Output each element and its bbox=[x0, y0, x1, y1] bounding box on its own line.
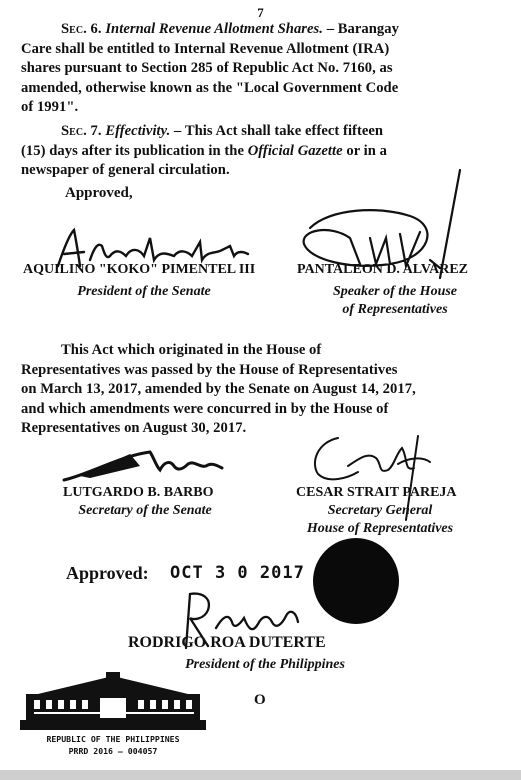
senate-secretary-title: Secretary of the Senate bbox=[78, 503, 212, 518]
act-origin-paragraph bbox=[21, 341, 499, 439]
end-mark: O bbox=[254, 692, 266, 708]
house-speaker-title bbox=[300, 283, 490, 319]
page-number: 7 bbox=[257, 5, 264, 20]
barbo-signature bbox=[60, 444, 250, 484]
section-6-line2: Care shall be entitled to Internal Revenue Allotment (IRA) bbox=[21, 40, 390, 57]
house-speaker-name: PANTALEON D. ALVAREZ bbox=[297, 262, 469, 277]
origin-line2: Representatives was passed by the House of Representatives bbox=[21, 361, 398, 378]
section-6-line5: of 1991". bbox=[21, 99, 79, 115]
approved-label: Approved, bbox=[65, 185, 133, 201]
origin-line1: This Act which originated in the House of bbox=[61, 342, 322, 358]
president-name: RODRIGO ROA DUTERTE bbox=[128, 634, 326, 651]
section-7-line2a: (15) days after its publication in the bbox=[21, 142, 244, 159]
house-secretary-title-line1: Secretary General bbox=[327, 503, 433, 518]
section-7-line3: newspaper of general circulation. bbox=[21, 162, 230, 178]
house-secretary-title bbox=[285, 502, 475, 538]
approval-stamp-date: OCT 3 0 2017 bbox=[170, 563, 305, 583]
senate-president-title: President of the Senate bbox=[77, 284, 211, 299]
house-speaker-title-line2: of Representatives bbox=[342, 302, 448, 317]
senate-secretary-name: LUTGARDO B. BARBO bbox=[63, 485, 214, 500]
section-6-line3: shares pursuant to Section 285 of Republic Act No. 7160, as bbox=[21, 60, 393, 76]
senate-president-name: AQUILINO "KOKO" PIMENTEL III bbox=[23, 262, 256, 277]
section-7-heading: Effectivity. bbox=[105, 123, 171, 139]
origin-line4: and which amendments were concurred in by the House of bbox=[21, 400, 389, 417]
president-title: President of the Philippines bbox=[185, 657, 345, 672]
house-secretary-title-line2: House of Representatives bbox=[306, 521, 454, 536]
section-6-line4: amended, otherwise known as the "Local Government Code bbox=[21, 79, 399, 96]
section-6-line1: – Barangay bbox=[326, 21, 399, 37]
origin-line5: Representatives on August 30, 2017. bbox=[21, 420, 247, 436]
official-gazette-text: Official Gazette bbox=[247, 142, 343, 159]
malacanang-palace-logo bbox=[18, 672, 208, 732]
redacted-seal bbox=[313, 538, 399, 624]
section-6-heading: Internal Revenue Allotment Shares. bbox=[105, 21, 323, 37]
document-code: PRRD 2016 – 004057 bbox=[68, 746, 158, 756]
section-6-label: Sec. 6. bbox=[61, 21, 102, 37]
approved-date-label: Approved: bbox=[66, 563, 149, 583]
section-7-line1: – This Act shall take effect fifteen bbox=[174, 123, 384, 139]
section-7-label: Sec. 7. bbox=[61, 123, 102, 139]
house-speaker-title-line1: Speaker of the House bbox=[332, 284, 458, 299]
origin-line3: on March 13, 2017, amended by the Senate on August 14, 2017, bbox=[21, 381, 416, 397]
logo-caption: REPUBLIC OF THE PHILIPPINES bbox=[46, 734, 180, 744]
house-secretary-name: CESAR STRAIT PAREJA bbox=[296, 485, 457, 500]
scan-bottom-edge bbox=[0, 770, 521, 780]
section-7-line2b: or in a bbox=[346, 142, 387, 159]
section-6-paragraph bbox=[21, 20, 499, 118]
